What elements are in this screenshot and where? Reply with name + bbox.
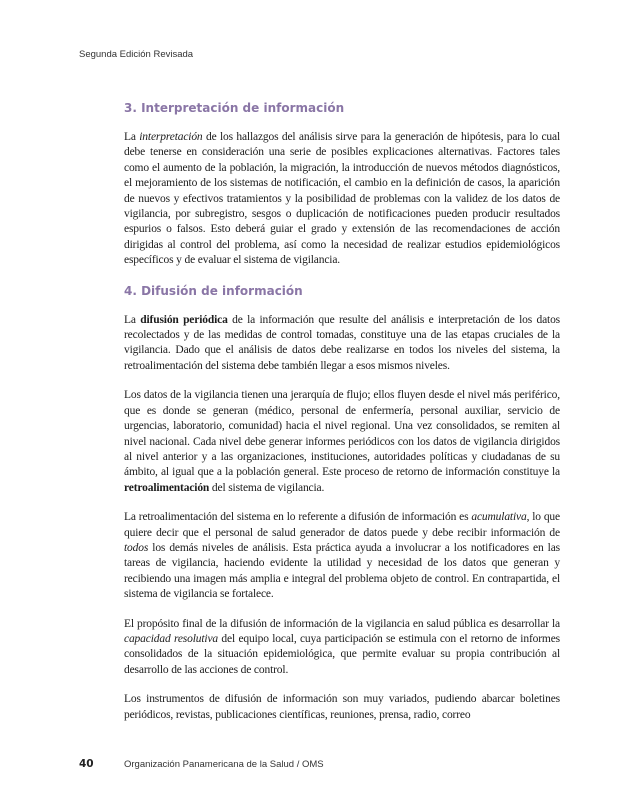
page-number: 40 bbox=[79, 758, 94, 770]
paragraph bbox=[124, 617, 560, 679]
paragraph bbox=[124, 130, 560, 269]
italic-term: todos bbox=[124, 541, 149, 554]
italic-term: capacidad resolutiva bbox=[124, 632, 219, 645]
text-run: del equipo local, cuya participación se estimula con el retorno de informes consolidados de la situación epidemiológica, que permite evaluar su propia contribución al desarrollo de las acciones de control. bbox=[124, 632, 560, 676]
paragraph bbox=[124, 692, 560, 723]
text-run: los demás niveles de análisis. Esta práctica ayuda a involucrar a los notificadores en las tareas de vigilancia, haciendo evidente la utilidad y necesidad de los datos que generan y recibiendo una imagen más amplia e integral del problema objeto de control. En contrapartida, el sistema de vigilancia se fortalece. bbox=[124, 541, 560, 601]
text-run: , lo que quiere decir que el personal de salud generador de datos puede y debe recibir información de bbox=[124, 511, 560, 539]
footer-publisher: Organización Panamericana de la Salud / OMS bbox=[124, 759, 324, 770]
bold-term: retroalimentación bbox=[124, 481, 210, 494]
running-head: Segunda Edición Revisada bbox=[79, 49, 194, 60]
text-run: El propósito final de la difusión de información de la vigilancia en salud pública es desarrollar la bbox=[124, 617, 560, 630]
page-content bbox=[124, 100, 560, 737]
italic-term: acumulativa bbox=[471, 511, 527, 524]
text-run: del sistema de vigilancia. bbox=[209, 481, 325, 494]
italic-term: interpretación bbox=[139, 131, 203, 143]
text-run: La retroalimentación del sistema en lo referente a difusión de información es bbox=[124, 511, 472, 524]
text-run: La bbox=[124, 313, 141, 326]
section-heading-difusion: 4. Difusión de información bbox=[124, 283, 303, 298]
text-run: de los hallazgos del análisis sirve para la generación de hipótesis, para lo cual debe tenerse en consideración una serie de posibles explicaciones alternativas. Factores tales como el aumento de la población, la migración, la introducción de nuevos métodos diagnósticos, el mejoramiento de los sistemas de notificación, el cambio en la definición de casos, la aparición de nuevos y efectivos tratamientos y la posibilidad de problemas con la validez de los datos de vigilancia, por subregistro, sesgos o duplicación de notificaciones pueden producir resultados espurios o falsos. Esto deberá guiar el grado y extensión de las recomendaciones de acción dirigidas al control del problema, así como la necesidad de realizar estudios epidemiológicos específicos y de evaluar el sistema de vigilancia. bbox=[124, 131, 560, 267]
paragraph bbox=[124, 313, 560, 375]
text-run: La bbox=[124, 131, 140, 143]
text-run: Los datos de la vigilancia tienen una jerarquía de flujo; ellos fluyen desde el nivel más periférico, que es donde se generan (médico, personal de enfermería, personal auxiliar, servicio de urgencias, laboratorio, comunidad) hacia el nivel regional. Una vez consolidados, se remiten al nivel nacional. Cada nivel debe generar informes periódicos con los datos de vigilancia dirigidos al nivel anterior y a las organizaciones, instituciones, autoridades políticas y ciudadanas de su ámbito, al igual que a la población general. Este proceso de retorno de información constituye la bbox=[124, 389, 560, 479]
paragraph bbox=[124, 388, 560, 496]
section-heading-interpretacion: 3. Interpretación de información bbox=[124, 101, 345, 115]
paragraph bbox=[124, 510, 560, 602]
text-run: de la información que resulte del análisis e interpretación de los datos recolectados y de las medidas de control tomadas, constituye una de las etapas cruciales de la vigilancia. Dado que el análisis de datos debe realizarse en todos los niveles del sistema, la retroalimentación del sistema debe también llegar a esos mismos niveles. bbox=[124, 313, 560, 372]
page-footer bbox=[79, 758, 559, 774]
bold-term: difusión periódica bbox=[140, 313, 228, 326]
text-run: Los instrumentos de difusión de información son muy variados, pudiendo abarcar boletines periódicos, revistas, publicaciones científicas, reuniones, prensa, radio, correo bbox=[124, 693, 560, 721]
